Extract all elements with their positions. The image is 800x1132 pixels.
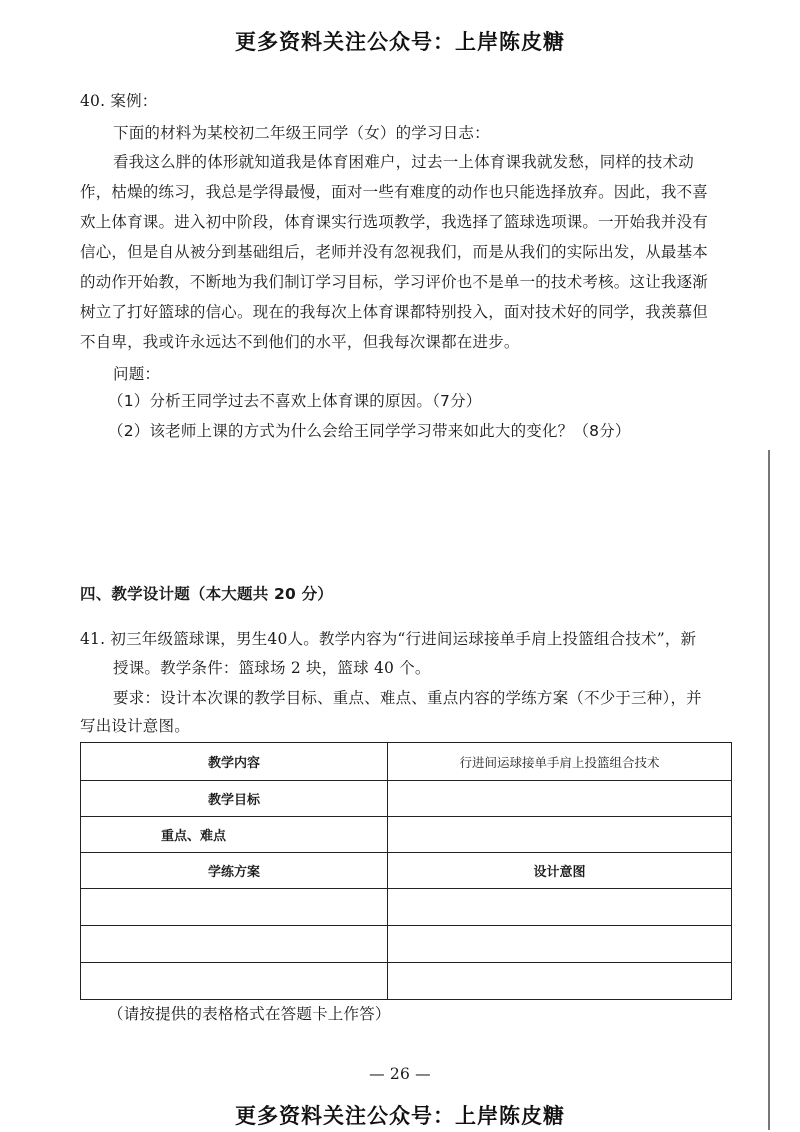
table-row: [81, 781, 732, 817]
q41-requirement: 要求：设计本次课的教学目标、重点、难点、重点内容的学练方案（不少于三种），并: [113, 689, 702, 707]
lesson-design-table: [80, 742, 732, 1000]
teaching-objectives-cell: [388, 781, 732, 817]
teaching-objectives-label: 教学目标: [81, 781, 388, 817]
q40-question-1: （1）分析王同学过去不喜欢上体育课的原因。（7分）: [108, 392, 482, 410]
table-row: [81, 817, 732, 853]
q40-passage-line: 看我这么胖的体形就知道我是体育困难户，过去一上体育课我就发愁，同样的技术动: [113, 153, 694, 171]
q40-passage-line: 信心，但是自从被分到基础组后，老师并没有忽视我们，而是从我们的实际出发，从最基本: [80, 243, 709, 261]
q40-passage-line: 树立了打好篮球的信心。现在的我每次上体育课都特别投入，面对技术好的同学，我羡慕但: [80, 303, 709, 321]
key-points-label: 重点、难点: [81, 817, 388, 853]
q40-question-2: （2）该老师上课的方式为什么会给王同学学习带来如此大的变化？（8分）: [108, 422, 631, 440]
blank-cell: [388, 889, 732, 926]
table-row: [81, 963, 732, 1000]
table-row: [81, 853, 732, 889]
teaching-content-label: 教学内容: [81, 743, 388, 781]
q40-passage-line: 的动作开始教，不断地为我们制订学习目标，学习评价也不是单一的技术考核。这让我逐渐: [80, 273, 709, 291]
blank-cell: [388, 963, 732, 1000]
blank-cell: [81, 889, 388, 926]
design-intent-header: 设计意图: [388, 853, 732, 889]
table-row: [81, 743, 732, 781]
page-number: — 26 —: [369, 1065, 431, 1083]
q40-question-label: 问题：: [113, 365, 161, 383]
q41-line: 41. 初三年级篮球课，男生40人。教学内容为“行进间运球接单手肩上投篮组合技术”，新: [80, 630, 697, 648]
table-row: [81, 889, 732, 926]
answer-note: （请按提供的表格格式在答题卡上作答）: [108, 1005, 391, 1023]
q41-requirement-cont: 写出设计意图。: [80, 717, 190, 735]
practice-plan-header: 学练方案: [81, 853, 388, 889]
q40-title: 40. 案例：: [80, 92, 158, 110]
blank-cell: [81, 926, 388, 963]
q40-passage-line: 作，枯燥的练习，我总是学得最慢，面对一些有难度的动作也只能选择放弃。因此，我不喜: [80, 183, 709, 201]
q41-line: 授课。教学条件：篮球场 2 块，篮球 40 个。: [113, 659, 431, 677]
q40-passage-line: 欢上体育课。进入初中阶段，体育课实行选项教学，我选择了篮球选项课。一开始我并没有: [80, 213, 709, 231]
q40-passage-line: 不自卑，我或许永远达不到他们的水平，但我每次课都在进步。: [80, 333, 520, 351]
blank-cell: [81, 963, 388, 1000]
scan-edge-line: [768, 450, 770, 1130]
bottom-banner: 更多资料关注公众号：上岸陈皮糖: [235, 1104, 565, 1128]
blank-cell: [388, 926, 732, 963]
table-row: [81, 926, 732, 963]
key-points-cell: [388, 817, 732, 853]
q40-intro: 下面的材料为某校初二年级王同学（女）的学习日志：: [113, 124, 490, 142]
section-4-heading: 四、教学设计题（本大题共 20 分）: [80, 585, 333, 603]
teaching-content-value: 行进间运球接单手肩上投篮组合技术: [388, 743, 732, 781]
top-banner: 更多资料关注公众号：上岸陈皮糖: [235, 30, 565, 54]
